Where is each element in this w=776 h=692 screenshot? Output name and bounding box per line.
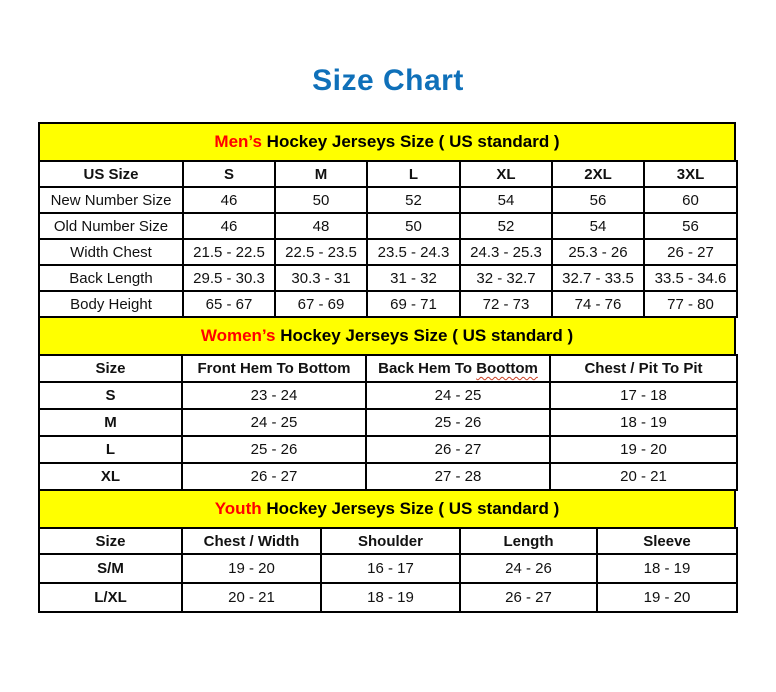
youth-header-row bbox=[39, 528, 737, 554]
col-header: Size bbox=[39, 355, 182, 382]
row-label: S bbox=[39, 382, 182, 409]
row-label: Body Height bbox=[39, 291, 183, 317]
col-header: US Size bbox=[39, 161, 183, 187]
womens-header-row bbox=[39, 355, 737, 382]
cell: 24 - 26 bbox=[460, 554, 597, 583]
col-header: M bbox=[275, 161, 367, 187]
cell: 19 - 20 bbox=[550, 436, 737, 463]
cell: 18 - 19 bbox=[597, 554, 737, 583]
cell: 50 bbox=[367, 213, 460, 239]
cell: 60 bbox=[644, 187, 737, 213]
col-header: Front Hem To Bottom bbox=[182, 355, 366, 382]
cell: 25 - 26 bbox=[182, 436, 366, 463]
cell: 33.5 - 34.6 bbox=[644, 265, 737, 291]
table-row bbox=[39, 583, 737, 612]
row-label: New Number Size bbox=[39, 187, 183, 213]
table-row bbox=[39, 265, 737, 291]
cell: 21.5 - 22.5 bbox=[183, 239, 275, 265]
row-label: XL bbox=[39, 463, 182, 490]
cell: 24 - 25 bbox=[182, 409, 366, 436]
cell: 18 - 19 bbox=[321, 583, 460, 612]
size-chart-tables bbox=[38, 122, 736, 613]
cell: 20 - 21 bbox=[182, 583, 321, 612]
cell: 77 - 80 bbox=[644, 291, 737, 317]
cell: 24 - 25 bbox=[366, 382, 550, 409]
mens-size-table bbox=[38, 160, 738, 318]
cell: 19 - 20 bbox=[597, 583, 737, 612]
col-header: Length bbox=[460, 528, 597, 554]
cell: 56 bbox=[552, 187, 644, 213]
row-label: M bbox=[39, 409, 182, 436]
cell: 72 - 73 bbox=[460, 291, 552, 317]
cell: 50 bbox=[275, 187, 367, 213]
mens-header-row bbox=[39, 161, 737, 187]
row-label: L/XL bbox=[39, 583, 182, 612]
cell: 54 bbox=[552, 213, 644, 239]
cell: 22.5 - 23.5 bbox=[275, 239, 367, 265]
cell: 25 - 26 bbox=[366, 409, 550, 436]
cell: 32.7 - 33.5 bbox=[552, 265, 644, 291]
col-header bbox=[366, 355, 550, 382]
mens-section-band bbox=[38, 122, 736, 162]
row-label: Width Chest bbox=[39, 239, 183, 265]
cell: 25.3 - 26 bbox=[552, 239, 644, 265]
table-row bbox=[39, 187, 737, 213]
row-label: S/M bbox=[39, 554, 182, 583]
womens-size-table bbox=[38, 354, 738, 491]
cell: 31 - 32 bbox=[367, 265, 460, 291]
page-title: Size Chart bbox=[312, 64, 464, 97]
youth-section-band bbox=[38, 489, 736, 529]
col-header: 3XL bbox=[644, 161, 737, 187]
cell: 18 - 19 bbox=[550, 409, 737, 436]
cell: 27 - 28 bbox=[366, 463, 550, 490]
cell: 67 - 69 bbox=[275, 291, 367, 317]
cell: 65 - 67 bbox=[183, 291, 275, 317]
col-header: XL bbox=[460, 161, 552, 187]
table-row bbox=[39, 382, 737, 409]
cell: 54 bbox=[460, 187, 552, 213]
mens-section-band-accent: Men’s bbox=[214, 132, 262, 151]
table-row bbox=[39, 409, 737, 436]
table-row bbox=[39, 436, 737, 463]
table-row bbox=[39, 554, 737, 583]
cell: 20 - 21 bbox=[550, 463, 737, 490]
womens-section-band-accent: Women’s bbox=[200, 326, 276, 345]
cell: 24.3 - 25.3 bbox=[460, 239, 552, 265]
cell: 32 - 32.7 bbox=[460, 265, 552, 291]
cell: 74 - 76 bbox=[552, 291, 644, 317]
cell: 16 - 17 bbox=[321, 554, 460, 583]
cell: 56 bbox=[644, 213, 737, 239]
table-row bbox=[39, 239, 737, 265]
mens-section-band-text: Hockey Jerseys Size ( US standard ) bbox=[261, 132, 560, 151]
col-header: Chest / Width bbox=[182, 528, 321, 554]
cell: 26 - 27 bbox=[460, 583, 597, 612]
cell: 17 - 18 bbox=[550, 382, 737, 409]
cell: 29.5 - 30.3 bbox=[183, 265, 275, 291]
col-header: L bbox=[367, 161, 460, 187]
youth-section-band-text: Hockey Jerseys Size ( US standard ) bbox=[261, 499, 560, 518]
youth-size-table bbox=[38, 527, 738, 613]
cell: 46 bbox=[183, 213, 275, 239]
table-row bbox=[39, 463, 737, 490]
cell: 23.5 - 24.3 bbox=[367, 239, 460, 265]
womens-section-band-text: Hockey Jerseys Size ( US standard ) bbox=[275, 326, 574, 345]
col-header: Chest / Pit To Pit bbox=[550, 355, 737, 382]
womens-section-band bbox=[38, 316, 736, 356]
cell: 69 - 71 bbox=[367, 291, 460, 317]
col-header: Size bbox=[39, 528, 182, 554]
cell: 26 - 27 bbox=[366, 436, 550, 463]
cell: 19 - 20 bbox=[182, 554, 321, 583]
cell: 52 bbox=[460, 213, 552, 239]
cell: 52 bbox=[367, 187, 460, 213]
cell: 23 - 24 bbox=[182, 382, 366, 409]
cell: 30.3 - 31 bbox=[275, 265, 367, 291]
cell: 48 bbox=[275, 213, 367, 239]
cell: 26 - 27 bbox=[644, 239, 737, 265]
col-header: Sleeve bbox=[597, 528, 737, 554]
col-header: Shoulder bbox=[321, 528, 460, 554]
row-label: L bbox=[39, 436, 182, 463]
col-header-text: Back Hem To bbox=[378, 360, 477, 377]
spellcheck-typo-word: Boottom bbox=[476, 360, 538, 377]
table-row bbox=[39, 213, 737, 239]
cell: 26 - 27 bbox=[182, 463, 366, 490]
youth-section-band-accent: Youth bbox=[214, 499, 262, 518]
row-label: Back Length bbox=[39, 265, 183, 291]
row-label: Old Number Size bbox=[39, 213, 183, 239]
col-header: 2XL bbox=[552, 161, 644, 187]
cell: 46 bbox=[183, 187, 275, 213]
col-header: S bbox=[183, 161, 275, 187]
table-row bbox=[39, 291, 737, 317]
